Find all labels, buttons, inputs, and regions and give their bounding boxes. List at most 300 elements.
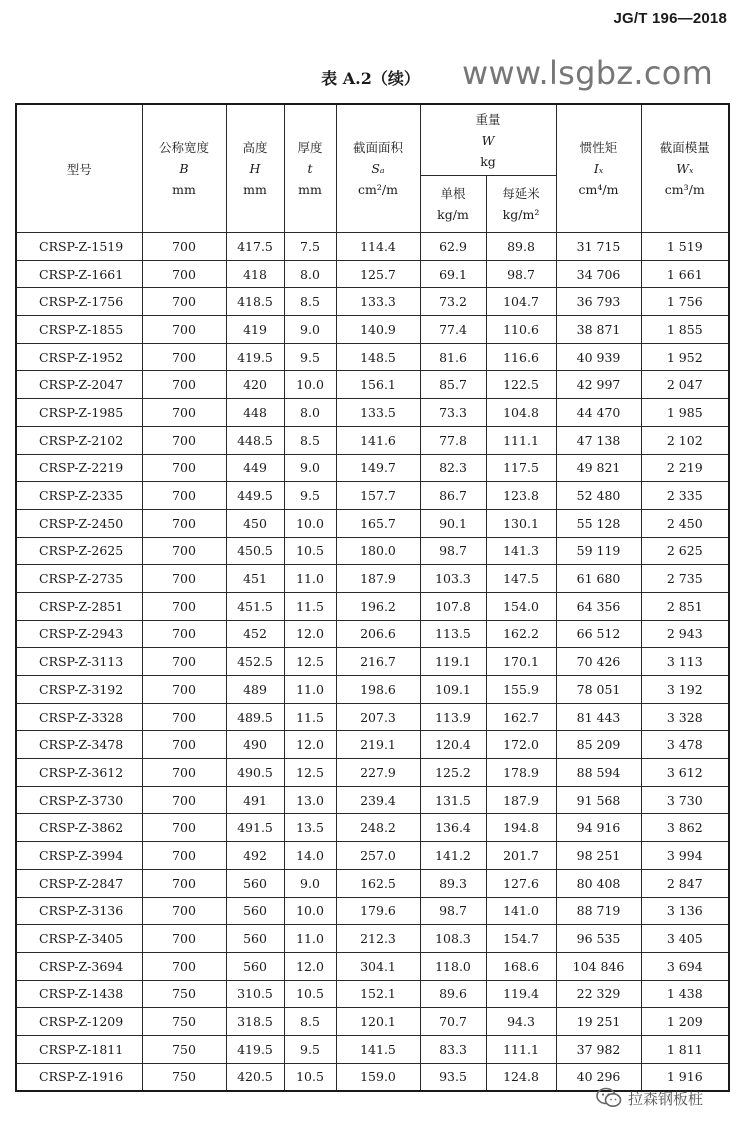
table-cell: 451 bbox=[226, 565, 284, 593]
cell-model: CRSP-Z-1756 bbox=[16, 288, 142, 316]
table-cell: 141.0 bbox=[486, 897, 556, 925]
table-cell: 111.1 bbox=[486, 426, 556, 454]
table-row bbox=[16, 980, 729, 1008]
table-cell: 12.0 bbox=[284, 620, 336, 648]
table-cell: 77.4 bbox=[420, 316, 486, 344]
table-cell: 8.0 bbox=[284, 399, 336, 427]
cell-model: CRSP-Z-3994 bbox=[16, 842, 142, 870]
logo-text: 拉森钢板桩 bbox=[628, 1089, 704, 1108]
table-cell: 148.5 bbox=[336, 343, 420, 371]
table-row bbox=[16, 897, 729, 925]
table-cell: 124.8 bbox=[486, 1063, 556, 1091]
table-cell: 13.5 bbox=[284, 814, 336, 842]
table-cell: 19 251 bbox=[556, 1008, 641, 1036]
table-cell: 750 bbox=[142, 1063, 226, 1091]
table-cell: 104 846 bbox=[556, 952, 641, 980]
table-cell: 3 136 bbox=[641, 897, 729, 925]
table-cell: 700 bbox=[142, 676, 226, 704]
table-cell: 147.5 bbox=[486, 565, 556, 593]
table-cell: 178.9 bbox=[486, 759, 556, 787]
table-row bbox=[16, 1035, 729, 1063]
table-row bbox=[16, 537, 729, 565]
table-cell: 1 438 bbox=[641, 980, 729, 1008]
cell-model: CRSP-Z-3612 bbox=[16, 759, 142, 787]
cell-model: CRSP-Z-2335 bbox=[16, 482, 142, 510]
table-cell: 73.2 bbox=[420, 288, 486, 316]
table-cell: 64 356 bbox=[556, 592, 641, 620]
table-cell: 700 bbox=[142, 759, 226, 787]
table-cell: 560 bbox=[226, 897, 284, 925]
table-cell: 8.5 bbox=[284, 1008, 336, 1036]
table-cell: 109.1 bbox=[420, 676, 486, 704]
table-cell: 70 426 bbox=[556, 648, 641, 676]
table-cell: 8.5 bbox=[284, 288, 336, 316]
table-cell: 40 296 bbox=[556, 1063, 641, 1091]
table-cell: 419.5 bbox=[226, 1035, 284, 1063]
table-cell: 104.8 bbox=[486, 399, 556, 427]
table-row bbox=[16, 952, 729, 980]
table-cell: 78 051 bbox=[556, 676, 641, 704]
table-row bbox=[16, 1008, 729, 1036]
table-row bbox=[16, 233, 729, 261]
table-cell: 11.0 bbox=[284, 925, 336, 953]
table-cell: 10.0 bbox=[284, 371, 336, 399]
table-cell: 492 bbox=[226, 842, 284, 870]
cell-model: CRSP-Z-1811 bbox=[16, 1035, 142, 1063]
table-cell: 2 102 bbox=[641, 426, 729, 454]
cell-model: CRSP-Z-3192 bbox=[16, 676, 142, 704]
table-cell: 179.6 bbox=[336, 897, 420, 925]
table-cell: 2 450 bbox=[641, 509, 729, 537]
table-row bbox=[16, 786, 729, 814]
table-cell: 700 bbox=[142, 426, 226, 454]
table-cell: 700 bbox=[142, 703, 226, 731]
cell-model: CRSP-Z-3730 bbox=[16, 786, 142, 814]
table-row bbox=[16, 703, 729, 731]
table-cell: 700 bbox=[142, 482, 226, 510]
table-cell: 187.9 bbox=[486, 786, 556, 814]
table-cell: 216.7 bbox=[336, 648, 420, 676]
table-cell: 417.5 bbox=[226, 233, 284, 261]
table-row bbox=[16, 343, 729, 371]
table-cell: 141.2 bbox=[420, 842, 486, 870]
table-cell: 2 335 bbox=[641, 482, 729, 510]
table-cell: 172.0 bbox=[486, 731, 556, 759]
table-cell: 73.3 bbox=[420, 399, 486, 427]
table-cell: 198.6 bbox=[336, 676, 420, 704]
header-modulus: 截面模量 Wₓ cm³/m bbox=[641, 104, 729, 233]
table-row bbox=[16, 731, 729, 759]
table-cell: 491.5 bbox=[226, 814, 284, 842]
table-cell: 3 730 bbox=[641, 786, 729, 814]
table-cell: 180.0 bbox=[336, 537, 420, 565]
table-cell: 22 329 bbox=[556, 980, 641, 1008]
table-row bbox=[16, 399, 729, 427]
table-cell: 66 512 bbox=[556, 620, 641, 648]
table-row bbox=[16, 759, 729, 787]
table-row bbox=[16, 288, 729, 316]
table-row bbox=[16, 565, 729, 593]
table-cell: 36 793 bbox=[556, 288, 641, 316]
table-cell: 116.6 bbox=[486, 343, 556, 371]
table-cell: 1 519 bbox=[641, 233, 729, 261]
cell-model: CRSP-Z-1916 bbox=[16, 1063, 142, 1091]
table-row bbox=[16, 842, 729, 870]
table-cell: 103.3 bbox=[420, 565, 486, 593]
table-cell: 114.4 bbox=[336, 233, 420, 261]
table-cell: 89.6 bbox=[420, 980, 486, 1008]
table-row bbox=[16, 371, 729, 399]
table-cell: 700 bbox=[142, 592, 226, 620]
cell-model: CRSP-Z-3328 bbox=[16, 703, 142, 731]
table-cell: 448 bbox=[226, 399, 284, 427]
table-cell: 14.0 bbox=[284, 842, 336, 870]
table-cell: 10.5 bbox=[284, 980, 336, 1008]
table-cell: 93.5 bbox=[420, 1063, 486, 1091]
table-cell: 82.3 bbox=[420, 454, 486, 482]
cell-model: CRSP-Z-1952 bbox=[16, 343, 142, 371]
table-cell: 98.7 bbox=[486, 260, 556, 288]
table-row bbox=[16, 454, 729, 482]
table-cell: 239.4 bbox=[336, 786, 420, 814]
table-cell: 113.9 bbox=[420, 703, 486, 731]
table-cell: 3 694 bbox=[641, 952, 729, 980]
table-cell: 127.6 bbox=[486, 869, 556, 897]
cell-model: CRSP-Z-2735 bbox=[16, 565, 142, 593]
table-cell: 11.0 bbox=[284, 565, 336, 593]
table-row bbox=[16, 648, 729, 676]
table-cell: 85 209 bbox=[556, 731, 641, 759]
table-cell: 81.6 bbox=[420, 343, 486, 371]
cell-model: CRSP-Z-1855 bbox=[16, 316, 142, 344]
table-cell: 489 bbox=[226, 676, 284, 704]
table-cell: 700 bbox=[142, 454, 226, 482]
table-cell: 194.8 bbox=[486, 814, 556, 842]
table-row bbox=[16, 482, 729, 510]
cell-model: CRSP-Z-1209 bbox=[16, 1008, 142, 1036]
table-row bbox=[16, 592, 729, 620]
table-cell: 452 bbox=[226, 620, 284, 648]
table-cell: 1 855 bbox=[641, 316, 729, 344]
table-cell: 1 811 bbox=[641, 1035, 729, 1063]
table-cell: 90.1 bbox=[420, 509, 486, 537]
table-cell: 700 bbox=[142, 565, 226, 593]
table-cell: 419 bbox=[226, 316, 284, 344]
table-cell: 94 916 bbox=[556, 814, 641, 842]
table-cell: 490.5 bbox=[226, 759, 284, 787]
table-cell: 98 251 bbox=[556, 842, 641, 870]
table-cell: 159.0 bbox=[336, 1063, 420, 1091]
table-cell: 3 612 bbox=[641, 759, 729, 787]
table-cell: 40 939 bbox=[556, 343, 641, 371]
table-cell: 10.0 bbox=[284, 509, 336, 537]
table-row bbox=[16, 620, 729, 648]
cell-model: CRSP-Z-1438 bbox=[16, 980, 142, 1008]
table-cell: 141.5 bbox=[336, 1035, 420, 1063]
table-cell: 1 985 bbox=[641, 399, 729, 427]
table-cell: 1 916 bbox=[641, 1063, 729, 1091]
table-cell: 3 405 bbox=[641, 925, 729, 953]
table-cell: 165.7 bbox=[336, 509, 420, 537]
table-cell: 89.8 bbox=[486, 233, 556, 261]
table-cell: 304.1 bbox=[336, 952, 420, 980]
header-width: 公称宽度 B mm bbox=[142, 104, 226, 233]
table-cell: 168.6 bbox=[486, 952, 556, 980]
table-cell: 44 470 bbox=[556, 399, 641, 427]
table-cell: 418 bbox=[226, 260, 284, 288]
table-cell: 88 594 bbox=[556, 759, 641, 787]
table-cell: 96 535 bbox=[556, 925, 641, 953]
table-row bbox=[16, 316, 729, 344]
header-model: 型号 bbox=[16, 104, 142, 233]
header-weight-per-m: 每延米 kg/m² bbox=[486, 176, 556, 233]
table-cell: 152.1 bbox=[336, 980, 420, 1008]
header-height: 高度 H mm bbox=[226, 104, 284, 233]
table-cell: 10.5 bbox=[284, 1063, 336, 1091]
table-cell: 2 047 bbox=[641, 371, 729, 399]
table-cell: 700 bbox=[142, 952, 226, 980]
header-weight-single: 单根 kg/m bbox=[420, 176, 486, 233]
table-cell: 418.5 bbox=[226, 288, 284, 316]
table-cell: 120.4 bbox=[420, 731, 486, 759]
table-cell: 700 bbox=[142, 343, 226, 371]
table-row bbox=[16, 814, 729, 842]
cell-model: CRSP-Z-3862 bbox=[16, 814, 142, 842]
table-cell: 38 871 bbox=[556, 316, 641, 344]
table-cell: 700 bbox=[142, 925, 226, 953]
table-cell: 560 bbox=[226, 925, 284, 953]
cell-model: CRSP-Z-2450 bbox=[16, 509, 142, 537]
table-cell: 13.0 bbox=[284, 786, 336, 814]
cell-model: CRSP-Z-3113 bbox=[16, 648, 142, 676]
table-cell: 70.7 bbox=[420, 1008, 486, 1036]
table-cell: 700 bbox=[142, 399, 226, 427]
table-cell: 449.5 bbox=[226, 482, 284, 510]
table-cell: 3 994 bbox=[641, 842, 729, 870]
table-cell: 133.3 bbox=[336, 288, 420, 316]
table-cell: 12.5 bbox=[284, 759, 336, 787]
cell-model: CRSP-Z-3694 bbox=[16, 952, 142, 980]
table-cell: 131.5 bbox=[420, 786, 486, 814]
table-row bbox=[16, 925, 729, 953]
cell-model: CRSP-Z-2847 bbox=[16, 869, 142, 897]
table-cell: 9.5 bbox=[284, 343, 336, 371]
table-cell: 12.0 bbox=[284, 731, 336, 759]
table-cell: 207.3 bbox=[336, 703, 420, 731]
table-cell: 86.7 bbox=[420, 482, 486, 510]
table-cell: 140.9 bbox=[336, 316, 420, 344]
table-cell: 130.1 bbox=[486, 509, 556, 537]
cell-model: CRSP-Z-2851 bbox=[16, 592, 142, 620]
table-row bbox=[16, 676, 729, 704]
table-cell: 34 706 bbox=[556, 260, 641, 288]
table-cell: 7.5 bbox=[284, 233, 336, 261]
table-cell: 52 480 bbox=[556, 482, 641, 510]
table-cell: 3 862 bbox=[641, 814, 729, 842]
table-cell: 11.5 bbox=[284, 592, 336, 620]
table-cell: 227.9 bbox=[336, 759, 420, 787]
cell-model: CRSP-Z-1985 bbox=[16, 399, 142, 427]
cell-model: CRSP-Z-1519 bbox=[16, 233, 142, 261]
table-row bbox=[16, 509, 729, 537]
table-cell: 170.1 bbox=[486, 648, 556, 676]
table-cell: 9.5 bbox=[284, 1035, 336, 1063]
cell-model: CRSP-Z-2102 bbox=[16, 426, 142, 454]
cell-model: CRSP-Z-3478 bbox=[16, 731, 142, 759]
wechat-icon bbox=[596, 1087, 622, 1109]
table-cell: 3 113 bbox=[641, 648, 729, 676]
table-cell: 700 bbox=[142, 897, 226, 925]
table-cell: 69.1 bbox=[420, 260, 486, 288]
table-cell: 257.0 bbox=[336, 842, 420, 870]
table-cell: 98.7 bbox=[420, 897, 486, 925]
table-cell: 491 bbox=[226, 786, 284, 814]
table-cell: 700 bbox=[142, 509, 226, 537]
steel-sheet-pile-table bbox=[15, 103, 730, 1092]
table-cell: 98.7 bbox=[420, 537, 486, 565]
table-cell: 420.5 bbox=[226, 1063, 284, 1091]
table-cell: 700 bbox=[142, 786, 226, 814]
table-cell: 104.7 bbox=[486, 288, 556, 316]
table-cell: 85.7 bbox=[420, 371, 486, 399]
table-cell: 3 478 bbox=[641, 731, 729, 759]
header-weight: 重量 W kg bbox=[420, 104, 556, 176]
table-cell: 162.5 bbox=[336, 869, 420, 897]
table-cell: 2 943 bbox=[641, 620, 729, 648]
table-cell: 201.7 bbox=[486, 842, 556, 870]
table-cell: 560 bbox=[226, 952, 284, 980]
table-cell: 154.0 bbox=[486, 592, 556, 620]
table-row bbox=[16, 426, 729, 454]
table-cell: 219.1 bbox=[336, 731, 420, 759]
table-cell: 149.7 bbox=[336, 454, 420, 482]
table-cell: 10.0 bbox=[284, 897, 336, 925]
table-cell: 248.2 bbox=[336, 814, 420, 842]
table-cell: 700 bbox=[142, 842, 226, 870]
table-cell: 11.0 bbox=[284, 676, 336, 704]
table-row bbox=[16, 260, 729, 288]
wechat-logo bbox=[596, 1087, 703, 1109]
table-cell: 42 997 bbox=[556, 371, 641, 399]
table-cell: 117.5 bbox=[486, 454, 556, 482]
table-cell: 750 bbox=[142, 1035, 226, 1063]
table-cell: 91 568 bbox=[556, 786, 641, 814]
table-cell: 560 bbox=[226, 869, 284, 897]
table-cell: 452.5 bbox=[226, 648, 284, 676]
table-cell: 420 bbox=[226, 371, 284, 399]
table-cell: 700 bbox=[142, 537, 226, 565]
table-cell: 489.5 bbox=[226, 703, 284, 731]
table-cell: 448.5 bbox=[226, 426, 284, 454]
table-cell: 156.1 bbox=[336, 371, 420, 399]
table-cell: 154.7 bbox=[486, 925, 556, 953]
table-cell: 1 661 bbox=[641, 260, 729, 288]
watermark: www.lsgbz.com bbox=[462, 54, 714, 92]
table-cell: 59 119 bbox=[556, 537, 641, 565]
table-cell: 12.5 bbox=[284, 648, 336, 676]
table-cell: 9.0 bbox=[284, 316, 336, 344]
table-cell: 1 952 bbox=[641, 343, 729, 371]
table-cell: 157.7 bbox=[336, 482, 420, 510]
table-cell: 162.7 bbox=[486, 703, 556, 731]
table-cell: 1 209 bbox=[641, 1008, 729, 1036]
table-cell: 136.4 bbox=[420, 814, 486, 842]
table-cell: 187.9 bbox=[336, 565, 420, 593]
table-cell: 196.2 bbox=[336, 592, 420, 620]
table-cell: 700 bbox=[142, 731, 226, 759]
cell-model: CRSP-Z-2219 bbox=[16, 454, 142, 482]
table-cell: 61 680 bbox=[556, 565, 641, 593]
table-cell: 310.5 bbox=[226, 980, 284, 1008]
table-cell: 11.5 bbox=[284, 703, 336, 731]
table-cell: 125.2 bbox=[420, 759, 486, 787]
table-cell: 119.4 bbox=[486, 980, 556, 1008]
table-cell: 123.8 bbox=[486, 482, 556, 510]
cell-model: CRSP-Z-1661 bbox=[16, 260, 142, 288]
table-cell: 37 982 bbox=[556, 1035, 641, 1063]
cell-model: CRSP-Z-2047 bbox=[16, 371, 142, 399]
table-cell: 47 138 bbox=[556, 426, 641, 454]
table-cell: 110.6 bbox=[486, 316, 556, 344]
table-cell: 8.0 bbox=[284, 260, 336, 288]
table-cell: 700 bbox=[142, 233, 226, 261]
table-cell: 2 219 bbox=[641, 454, 729, 482]
header-area: 截面面积 Sₐ cm²/m bbox=[336, 104, 420, 233]
table-cell: 55 128 bbox=[556, 509, 641, 537]
table-cell: 450 bbox=[226, 509, 284, 537]
table-cell: 108.3 bbox=[420, 925, 486, 953]
table-cell: 83.3 bbox=[420, 1035, 486, 1063]
table-cell: 162.2 bbox=[486, 620, 556, 648]
cell-model: CRSP-Z-2625 bbox=[16, 537, 142, 565]
table-body bbox=[16, 233, 729, 1092]
table-cell: 450.5 bbox=[226, 537, 284, 565]
table-cell: 120.1 bbox=[336, 1008, 420, 1036]
table-row bbox=[16, 869, 729, 897]
table-cell: 206.6 bbox=[336, 620, 420, 648]
table-cell: 449 bbox=[226, 454, 284, 482]
table-cell: 9.5 bbox=[284, 482, 336, 510]
table-cell: 2 851 bbox=[641, 592, 729, 620]
cell-model: CRSP-Z-2943 bbox=[16, 620, 142, 648]
table-cell: 2 847 bbox=[641, 869, 729, 897]
table-cell: 700 bbox=[142, 814, 226, 842]
table-cell: 62.9 bbox=[420, 233, 486, 261]
table-cell: 111.1 bbox=[486, 1035, 556, 1063]
table-cell: 451.5 bbox=[226, 592, 284, 620]
table-cell: 9.0 bbox=[284, 869, 336, 897]
table-cell: 119.1 bbox=[420, 648, 486, 676]
table-cell: 1 756 bbox=[641, 288, 729, 316]
table-cell: 12.0 bbox=[284, 952, 336, 980]
table-cell: 700 bbox=[142, 316, 226, 344]
table-cell: 113.5 bbox=[420, 620, 486, 648]
table-cell: 3 192 bbox=[641, 676, 729, 704]
header-thickness: 厚度 t mm bbox=[284, 104, 336, 233]
table-cell: 2 625 bbox=[641, 537, 729, 565]
table-cell: 31 715 bbox=[556, 233, 641, 261]
table-cell: 2 735 bbox=[641, 565, 729, 593]
table-cell: 8.5 bbox=[284, 426, 336, 454]
table-cell: 700 bbox=[142, 371, 226, 399]
header-inertia: 惯性矩 Iₓ cm⁴/m bbox=[556, 104, 641, 233]
table-cell: 88 719 bbox=[556, 897, 641, 925]
table-cell: 141.3 bbox=[486, 537, 556, 565]
table-cell: 9.0 bbox=[284, 454, 336, 482]
table-cell: 89.3 bbox=[420, 869, 486, 897]
table-cell: 81 443 bbox=[556, 703, 641, 731]
table-cell: 212.3 bbox=[336, 925, 420, 953]
